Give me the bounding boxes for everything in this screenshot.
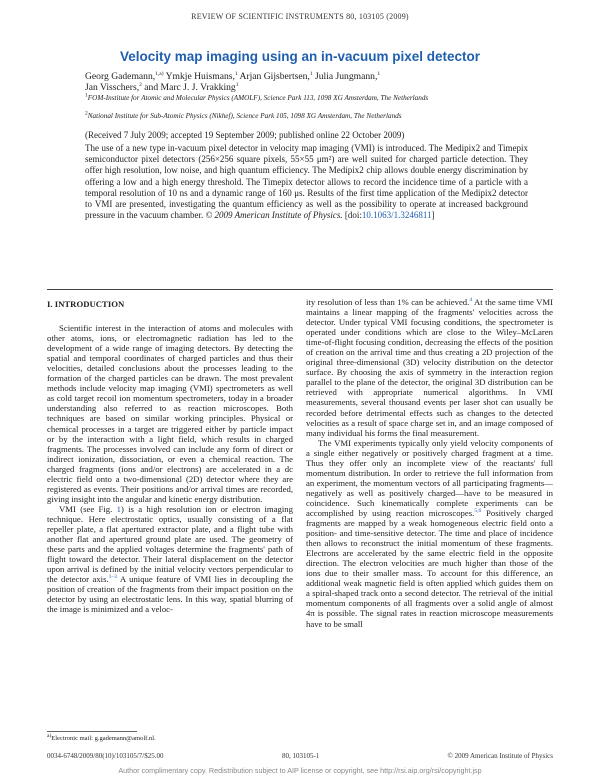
author-name: Arjan Gijsbertsen, — [237, 71, 310, 82]
footnote-text: Electronic mail: g.gademann@amolf.nl. — [51, 735, 156, 742]
affiliation-text: FOM-Institute for Atomic and Molecular Physics (AMOLF), Science Park 113, 1098 XG Amsterdam, The Netherlands — [87, 94, 429, 102]
author-name: and Marc J. J. Vrakking — [141, 82, 236, 93]
footnote-sup: a) — [47, 732, 52, 739]
footnote-divider — [47, 731, 137, 732]
author-name: Jan Visschers, — [85, 82, 140, 93]
affiliation-1 — [85, 94, 545, 103]
affiliation-2 — [85, 112, 545, 121]
copyright-notice: Author complimentary copy. Redistribution subject to AIP license or copyright, see http://rsi.aip.org/rsi/copyright.jsp — [118, 766, 482, 775]
abstract-copyright: © 2009 American Institute of Physics. — [205, 210, 343, 221]
right-column — [306, 297, 553, 629]
section-heading: I. INTRODUCTION — [47, 299, 125, 309]
affiliation-text: National Institute for Sub-Atomic Physics (Nikhef), Science Park 105, 1098 XG Amsterdam, The Netherlands — [87, 112, 402, 120]
citation-link[interactable]: 5,6 — [474, 508, 482, 515]
citation-link[interactable]: 4 — [469, 297, 473, 304]
paragraph: ity resolution of less than 1% can be achieved.$^4$ At the same time VMI maintains a linear mapping of the fragments' velocities across the detector. Under typical VMI focusing conditions, the spectrometer is operated under conditions which are close to the Wiley–McLaren time-of-flight focusing condition, decreasing the effects of the position of creation on the arrival time and thus creating a 2D projection of the original three-dimensional (3D) velocity distribution on the detector surface. By choosing the axis of symmetry in the interaction region parallel to the plane of the detector, the original 3D distribution can be retrieved with appropriate numerical algorithms. In VMI measurements, several thousand events per laser shot can usually be recorded before detrimental effects such as changes to the detected velocities as a result of space charge set in, and an image composed of many individual his forms the final measurement. — [306, 297, 553, 438]
author-sup: 1 — [377, 70, 381, 77]
footer-page: 80, 103105-1 — [282, 752, 320, 760]
figure-link[interactable]: 1 — [116, 503, 121, 514]
affiliation-sup: 1 — [85, 92, 88, 99]
section-divider — [47, 289, 553, 290]
journal-header: REVIEW OF SCIENTIFIC INSTRUMENTS 80, 103105 (2009) — [191, 12, 409, 21]
author-name: Julia Jungmann, — [312, 71, 378, 82]
footer-issn: 0034-6748/2009/80(10)/103105/7/$25.00 — [47, 752, 164, 760]
author-list — [85, 71, 545, 93]
author-sup: 1 — [235, 81, 239, 88]
author-name: Georg Gademann, — [85, 71, 156, 82]
paragraph: The VMI experiments typically only yield velocity components of a single either negatively or positively charged fragment at a time. Thus they offer only an incomplete view of the reactants' full momentum distribution. In order to retrieve the full information from an experiment, the momentum vectors of all participating fragments—negatively as well as positively charged—have to be measured in coincidence. Such kinematically complete experiments can be accomplished by using reaction microscopes.$^{5,6}$ Positively charged fragments are mapped by a weak homogeneous electric field onto a position- and time-sensitive detector. The time and place of incidence then allows to reconstruct the initial momentum of these fragments. Electrons are accelerated by the same electric field in the opposite direction. The electron velocities are much higher than those of the ions due to their smaller mass. To account for this difference, an additional weak magnetic field is often applied which guides them on a spiral-shaped track onto a second detector. The retrieval of the initial momentum components of all fragments over a solid angle of almost 4π is possible. The signal rates in reaction microscope measurements have to be small — [306, 437, 554, 629]
footer-copyright: © 2009 American Institute of Physics — [447, 752, 553, 760]
affiliation-sup: 2 — [85, 110, 88, 117]
abstract — [85, 143, 528, 221]
doi-link[interactable]: 10.1063/1.3246811 — [361, 210, 432, 221]
received-dates: (Received 7 July 2009; accepted 19 September 2009; published online 22 October 2009) — [85, 130, 405, 140]
paper-title: Velocity map imaging using an in-vacuum pixel detector — [119, 49, 481, 64]
author-sup: 2 — [139, 81, 142, 88]
paragraph: Scientific interest in the interaction of atoms and molecules with other atoms, ions, or electromagnetic radiation has led to the development of a wide range of imaging detectors. By detecting the spatial and temporal coordinates of charged particles and thus their velocities, detailed conclusions about the processes leading to the formation of the charged particles can be drawn. The most prevalent methods include velocity map imaging (VMI) spectrometers as well as cold target recoil ion momentum spectrometers, today in a broader understanding also referred to as reaction microscopes. Both techniques are based on similar working principles. Physical or chemical processes in a target are triggered either by particle impact or by the interaction with a light field, which results in charged fragments. The processes involved can include any form of direct or indirect ionization, dissociation, or even a chemical reaction. The charged fragments (ions and/or electrons) are accelerated in a dc electric field onto a two-dimensional (2D) detector where they are registered as events. Their positions and/or arrival times are recorded, giving insight into the angular and kinetic energy distribution. — [47, 323, 293, 504]
author-sup: 1,a) — [155, 70, 164, 77]
footnote — [47, 732, 156, 742]
doi: [doi:10.1063/1.3246811] — [342, 210, 435, 221]
author-name: Ymkje Huismans, — [163, 71, 235, 82]
author-sup: 1 — [309, 70, 313, 77]
abstract-body: The use of a new type in-vacuum pixel detector in velocity map imaging (VMI) is introduced. The Medipix2 and Timepix semiconductor pixel detectors (256×256 square pixels, 55×55 μm²) are well suited for charged particle detection. They offer high resolution, low noise, and high quantum efficiency. The Medipix2 chip allows double energy discrimination by offering a low and a high energy threshold. The Timepix detector allows to record the incidence time of a particle with a temporal resolution of 10 ns and a dynamic range of 160 μs. Results of the first time application of the Medipix2 detector to VMI are presented, investigating the quantum efficiency as well as the possibility to operate at increased background pressure in the vacuum chamber. — [85, 143, 528, 221]
citation-link[interactable]: 1–3 — [108, 574, 117, 581]
paragraph: VMI (see Fig. 1) is a high resolution ion or electron imaging technique. Here electrostatic optics, usually consisting of a flat repeller plate, a flat apertured extractor plate, and a flight tube with another flat and apertured ground plate are used. The geometry of these parts and the applied voltages determine the fragments' path of flight toward the detector. Their lateral displacement on the detector upon arrival is defined by the initial velocity vectors perpendicular to the detector axis.$^{1-3}$ A unique feature of VMI lies in decoupling the position of creation of the fragments from their impact position on the detector by using an electrostatic lens. In this way, spatial blurring of the image is minimized and a veloc- — [47, 503, 293, 615]
left-column — [47, 297, 293, 614]
author-sup: 1 — [234, 70, 238, 77]
